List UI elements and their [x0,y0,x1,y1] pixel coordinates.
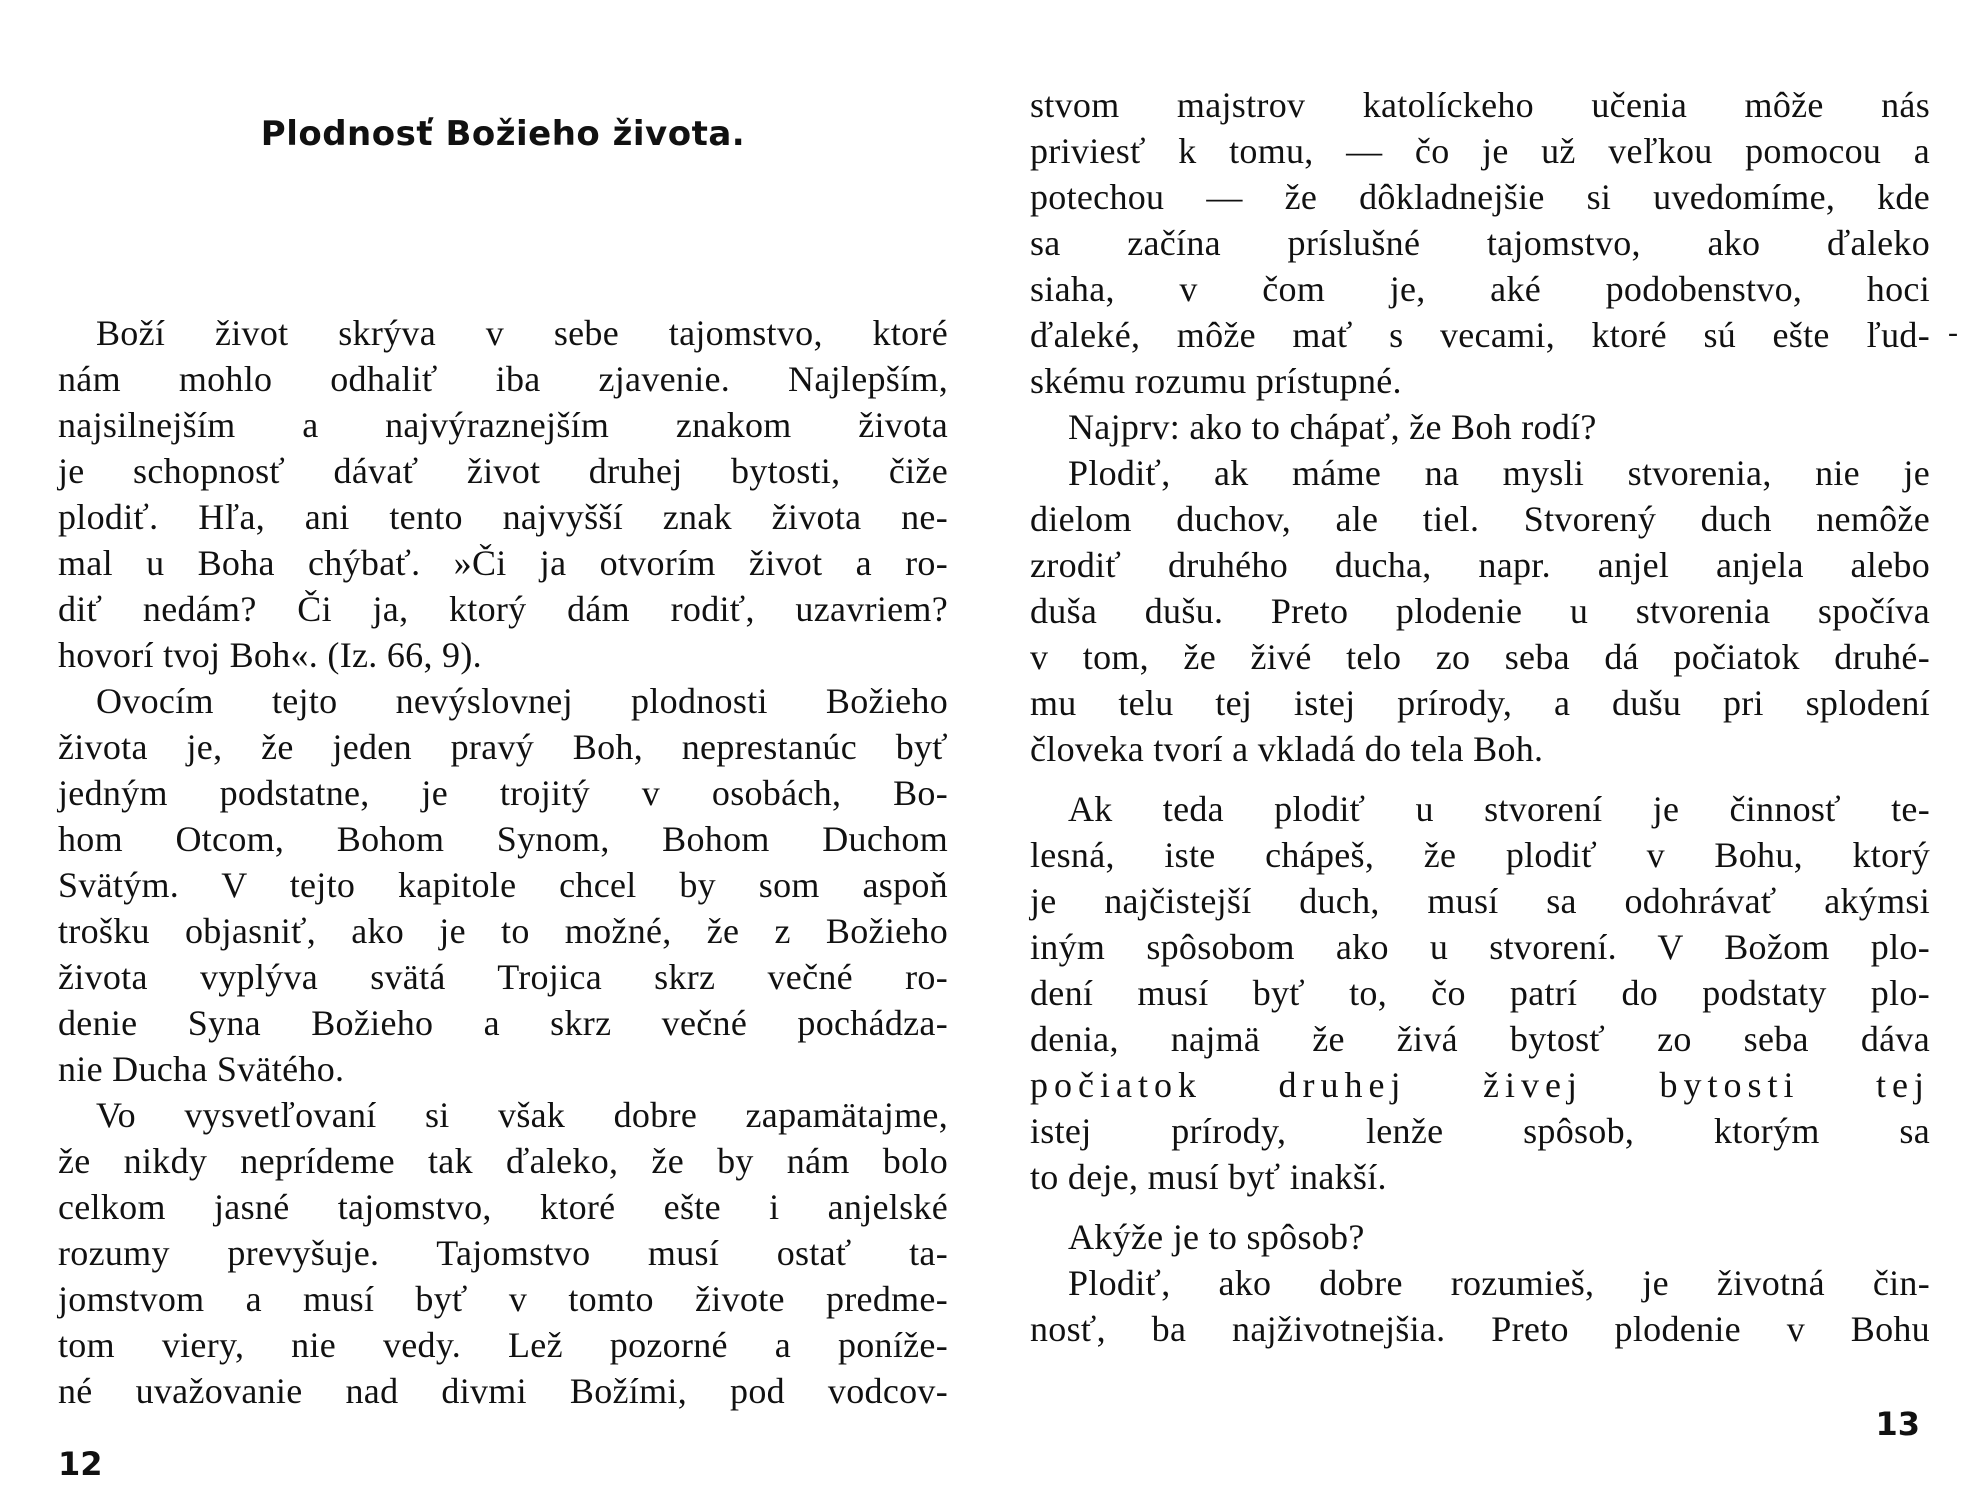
text-line: zrodiť druhého ducha, napr. anjel anjela alebo [1030,545,1930,585]
text-line: Najprv: ako to chápať, že Boh rodí? [1068,407,1597,447]
text-line: nosť, ba najživotnejšia. Preto plodenie v Bohu [1030,1309,1930,1349]
text-line: najsilnejším a najvýraznejším znakom života [58,405,948,445]
text-line: celkom jasné tajomstvo, ktoré ešte i anjelské [58,1187,948,1227]
text-line: denia, najmä že živá bytosť zo seba dáva [1030,1019,1930,1059]
text-line: duša dušu. Preto plodenie u stvorenia spočíva [1030,591,1930,631]
text-line: života vyplýva svätá Trojica skrz večné ro- [58,957,948,997]
text-line: lesná, iste chápeš, že plodiť v Bohu, ktorý [1030,835,1930,875]
text-line: jomstvom a musí byť v tomto živote predme- [58,1279,948,1319]
text-line: ďaleké, môže mať s vecami, ktoré sú ešte ľud- [1030,315,1930,355]
text-line: počiatok druhej živej bytosti tej [1030,1065,1930,1105]
right-page [1030,0,1930,1500]
text-line: siaha, v čom je, aké podobenstvo, hoci [1030,269,1930,309]
text-line: že nikdy neprídeme tak ďaleko, že by nám bolo [58,1141,948,1181]
text-line: Akýže je to spôsob? [1068,1217,1365,1257]
text-line: človeka tvorí a vkladá do tela Boh. [1030,729,1544,769]
margin-mark: - [1948,316,1958,349]
text-line: plodiť. Hľa, ani tento najvyšší znak života ne- [58,497,948,537]
text-line: Ovocím tejto nevýslovnej plodnosti Božieho [96,681,948,721]
chapter-heading: Plodnosť Božieho života. [260,114,746,154]
text-line: dení musí byť to, čo patrí do podstaty plo- [1030,973,1930,1013]
text-line: Svätým. V tejto kapitole chcel by som aspoň [58,865,948,905]
text-line: sa začína príslušné tajomstvo, ako ďaleko [1030,223,1930,263]
text-line: života je, že jeden pravý Boh, neprestanúc byť [58,727,948,767]
text-line: Ak teda plodiť u stvorení je činnosť te- [1068,789,1930,829]
text-line: tom viery, nie vedy. Lež pozorné a ponížе- [58,1325,948,1365]
text-line: jedným podstatne, je trojitý v osobách, Bo- [58,773,948,813]
text-line: dielom duchov, ale tiel. Stvorený duch nemôže [1030,499,1930,539]
text-line: priviesť k tomu, — čo je už veľkou pomocou a [1030,131,1930,171]
text-line: je schopnosť dávať život druhej bytosti, čiže [58,451,948,491]
text-line: Plodiť, ak máme na mysli stvorenia, nie je [1068,453,1930,493]
text-line: istej prírody, lenže spôsob, ktorým sa [1030,1111,1930,1151]
text-line: hom Otcom, Bohom Synom, Bohom Duchom [58,819,948,859]
text-line: to deje, musí byť inakší. [1030,1157,1387,1197]
text-line: je najčistejší duch, musí sa odohrávať akýmsi [1030,881,1930,921]
text-line: skému rozumu prístupné. [1030,361,1402,401]
text-line: Vo vysvetľovaní si však dobre zapamätajme, [96,1095,948,1135]
text-line: mal u Boha chýbať. »Či ja otvorím život a ro- [58,543,948,583]
text-line: nie Ducha Svätého. [58,1049,345,1089]
text-line: mu telu tej istej prírody, a dušu pri splodení [1030,683,1930,723]
page-number: 12 [58,1445,103,1483]
text-line: Boží život skrýva v sebe tajomstvo, ktoré [96,313,948,353]
text-line: hovorí tvoj Boh«. (Iz. 66, 9). [58,635,482,675]
text-line: Plodiť, ako dobre rozumieš, je životná čin- [1068,1263,1930,1303]
text-line: diť nedám? Či ja, ktorý dám rodiť, uzavriem? [58,589,948,629]
text-line: potechou — že dôkladnejšie si uvedomíme, kde [1030,177,1930,217]
page-number: 13 [1875,1405,1920,1443]
text-line: trošku objasniť, ako je to možné, že z Božieho [58,911,948,951]
text-line: rozumy prevyšuje. Tajomstvo musí ostať ta- [58,1233,948,1273]
text-line: iným spôsobom ako u stvorení. V Božom plo- [1030,927,1930,967]
left-page [58,0,948,1500]
text-line: stvom majstrov katolíckeho učenia môže nás [1030,85,1930,125]
text-line: denie Syna Božieho a skrz večné pochádza- [58,1003,948,1043]
text-line: v tom, že živé telo zo seba dá počiatok druhé- [1030,637,1930,677]
text-line: né uvažovanie nad divmi Božími, pod vodcov- [58,1371,948,1411]
text-line: nám mohlo odhaliť iba zjavenie. Najlepším, [58,359,948,399]
